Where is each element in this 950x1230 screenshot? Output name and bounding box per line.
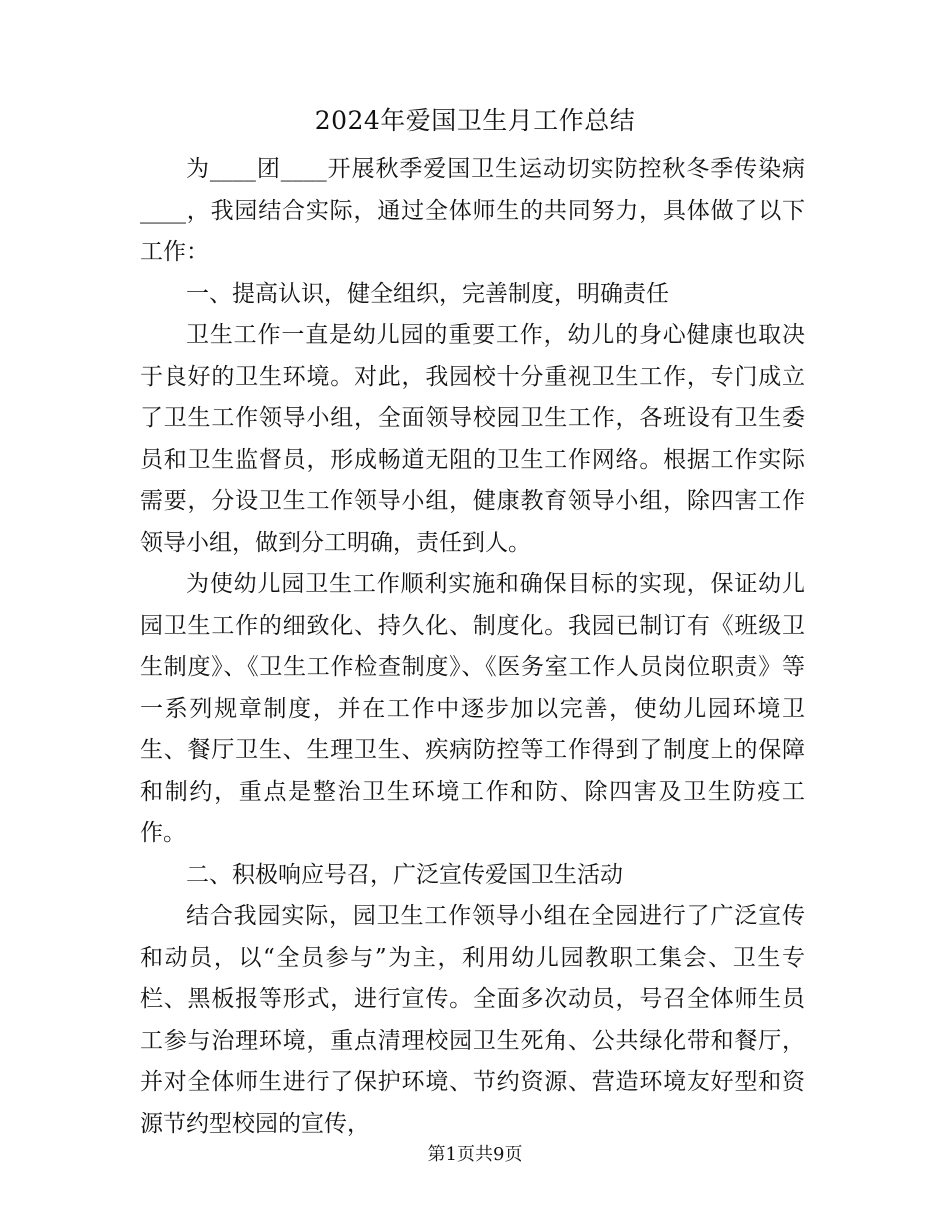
body-paragraph: 为使幼儿园卫生工作顺利实施和确保目标的实现，保证幼儿园卫生工作的细致化、持久化、制度化。我园已制订有《班级卫生制度》、《卫生工作检查制度》、《医务室工作人员岗位职责》等一系列规章制度，并在工作中逐步加以完善，使幼儿园环境卫生、餐厅卫生、生理卫生、疾病防控等工作得到了制度上的保障和制约，重点是整治卫生环境工作和防、除四害及卫生防疫工作。 (140, 571, 805, 846)
page-footer: 第1页共9页 (427, 1144, 523, 1165)
section-heading-2: 二、积极响应号召，广泛宣传爱国卫生活动 (186, 861, 623, 888)
document-title: 2024年爱国卫生月工作总结 (314, 106, 636, 135)
body-paragraph: 结合我园实际，园卫生工作领导小组在全园进行了广泛宣传和动员，以“全员参与”为主，利用幼儿园教职工集会、卫生专栏、黑板报等形式，进行宣传。全面多次动员，号召全体师生员工参与治理环境，重点清理校园卫生死角、公共绿化带和餐厅，并对全体师生进行了保护环境、节约资源、营造环境友好型和资源节约型校园的宣传， (140, 903, 805, 1137)
section-heading-1: 一、提高认识，健全组织，完善制度，明确责任 (186, 280, 669, 307)
document-body (140, 149, 805, 1145)
intro-paragraph: 为____团____开展秋季爱国卫生运动切实防控秋冬季传染病____，我园结合实际，通过全体师生的共同努力，具体做了以下工作： (140, 156, 805, 265)
body-paragraph: 卫生工作一直是幼儿园的重要工作，幼儿的身心健康也取决于良好的卫生环境。对此，我园校十分重视卫生工作，专门成立了卫生工作领导小组，全面领导校园卫生工作，各班设有卫生委员和卫生监督员，形成畅道无阻的卫生工作网络。根据工作实际需要，分设卫生工作领导小组，健康教育领导小组，除四害工作领导小组，做到分工明确，责任到人。 (140, 322, 805, 556)
